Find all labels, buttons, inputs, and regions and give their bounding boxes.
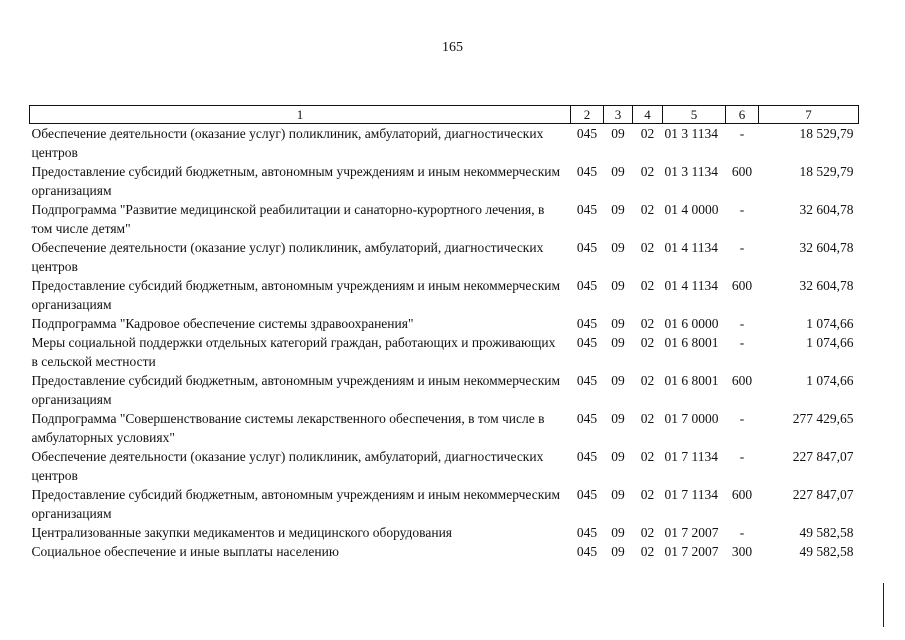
row-ministry-code: 045: [576, 544, 598, 559]
row-ministry-code: 045: [576, 202, 598, 217]
row-amount: 32 604,78: [799, 202, 854, 217]
row-ministry-code: 045: [576, 525, 598, 540]
row-expense-type: 600: [731, 487, 753, 502]
row-section-code: 09: [611, 164, 625, 179]
table-row: [30, 200, 859, 238]
table-row: [30, 409, 859, 447]
row-expense-type: 600: [731, 164, 753, 179]
table-row: [30, 162, 859, 200]
row-target-code: 01 6 8001: [664, 335, 719, 350]
row-expense-type: -: [739, 335, 745, 350]
row-section-code: 09: [611, 278, 625, 293]
table-row: [30, 371, 859, 409]
row-name: Подпрограмма "Кадровое обеспечение системы здравоохранения": [31, 316, 414, 331]
row-expense-type: -: [739, 316, 745, 331]
column-header-name: 1: [30, 106, 571, 124]
row-section-code: 09: [611, 335, 625, 350]
row-subsection-code: 02: [640, 240, 655, 255]
row-expense-type: 600: [731, 278, 753, 293]
row-subsection-code: 02: [640, 544, 655, 559]
row-ministry-code: 045: [576, 126, 598, 141]
row-target-code: 01 3 1134: [664, 164, 718, 179]
table-row: [30, 276, 859, 314]
row-amount: 1 074,66: [806, 373, 854, 388]
row-name: Подпрограмма "Развитие медицинской реабилитации и санаторно-курортного лечения, в том числе детям": [31, 202, 545, 236]
row-section-code: 09: [611, 525, 625, 540]
row-section-code: 09: [611, 240, 625, 255]
column-header-section: 3: [604, 106, 633, 124]
row-target-code: 01 7 2007: [664, 525, 719, 540]
row-name: Предоставление субсидий бюджетным, автономным учреждениям и иным некоммерческим организациям: [31, 164, 561, 198]
row-name: Обеспечение деятельности (оказание услуг) поликлиник, амбулаторий, диагностических центров: [31, 126, 544, 160]
table-row: [30, 485, 859, 523]
column-header-ministry: 2: [571, 106, 604, 124]
row-section-code: 09: [611, 202, 625, 217]
margin-line: [883, 583, 884, 627]
row-ministry-code: 045: [576, 316, 598, 331]
row-amount: 1 074,66: [806, 335, 854, 350]
table-header-row: [30, 106, 859, 124]
row-target-code: 01 6 8001: [664, 373, 719, 388]
table-row: [30, 314, 859, 333]
row-name: Подпрограмма "Совершенствование системы лекарственного обеспечения, в том числе в амбулаторных условиях": [31, 411, 545, 445]
row-subsection-code: 02: [640, 164, 655, 179]
row-target-code: 01 7 1134: [664, 449, 718, 464]
row-amount: 227 847,07: [792, 449, 854, 464]
table-row: [30, 542, 859, 561]
table-row: [30, 447, 859, 485]
row-name: Социальное обеспечение и иные выплаты населению: [31, 544, 339, 559]
row-section-code: 09: [611, 544, 625, 559]
row-ministry-code: 045: [576, 335, 598, 350]
row-subsection-code: 02: [640, 449, 655, 464]
row-section-code: 09: [611, 487, 625, 502]
row-subsection-code: 02: [640, 126, 655, 141]
row-amount: 32 604,78: [799, 240, 854, 255]
row-amount: 277 429,65: [792, 411, 854, 426]
row-section-code: 09: [611, 449, 625, 464]
row-name: Предоставление субсидий бюджетным, автономным учреждениям и иным некоммерческим организациям: [31, 373, 561, 407]
row-ministry-code: 045: [576, 278, 598, 293]
row-target-code: 01 3 1134: [664, 126, 718, 141]
row-subsection-code: 02: [640, 373, 655, 388]
budget-table: [29, 105, 859, 561]
table-row: [30, 333, 859, 371]
row-target-code: 01 4 0000: [664, 202, 719, 217]
row-subsection-code: 02: [640, 278, 655, 293]
row-expense-type: -: [739, 126, 745, 141]
row-subsection-code: 02: [640, 487, 655, 502]
row-expense-type: -: [739, 411, 745, 426]
row-subsection-code: 02: [640, 411, 655, 426]
row-section-code: 09: [611, 126, 625, 141]
table-row: [30, 523, 859, 542]
table-row: [30, 124, 859, 163]
row-subsection-code: 02: [640, 335, 655, 350]
row-amount: 18 529,79: [799, 164, 854, 179]
row-target-code: 01 4 1134: [664, 278, 718, 293]
row-target-code: 01 7 1134: [664, 487, 718, 502]
column-header-type: 6: [726, 106, 759, 124]
row-section-code: 09: [611, 411, 625, 426]
row-expense-type: 600: [731, 373, 753, 388]
row-ministry-code: 045: [576, 411, 598, 426]
row-name: Меры социальной поддержки отдельных категорий граждан, работающих и проживающих в сельской местности: [31, 335, 556, 369]
row-expense-type: 300: [731, 544, 753, 559]
row-subsection-code: 02: [640, 202, 655, 217]
table-row: [30, 238, 859, 276]
column-header-subsection: 4: [633, 106, 663, 124]
row-ministry-code: 045: [576, 240, 598, 255]
row-subsection-code: 02: [640, 525, 655, 540]
row-expense-type: -: [739, 202, 745, 217]
row-amount: 1 074,66: [806, 316, 854, 331]
row-target-code: 01 7 0000: [664, 411, 719, 426]
row-expense-type: -: [739, 525, 745, 540]
row-ministry-code: 045: [576, 164, 598, 179]
row-target-code: 01 7 2007: [664, 544, 719, 559]
row-name: Обеспечение деятельности (оказание услуг) поликлиник, амбулаторий, диагностических центров: [31, 449, 544, 483]
row-amount: 32 604,78: [799, 278, 854, 293]
column-header-amount: 7: [759, 106, 859, 124]
row-name: Предоставление субсидий бюджетным, автономным учреждениям и иным некоммерческим организациям: [31, 487, 561, 521]
row-expense-type: -: [739, 449, 745, 464]
row-amount: 49 582,58: [799, 544, 854, 559]
row-name: Обеспечение деятельности (оказание услуг) поликлиник, амбулаторий, диагностических центров: [31, 240, 544, 274]
row-ministry-code: 045: [576, 487, 598, 502]
page-number: 165: [442, 40, 463, 55]
row-target-code: 01 4 1134: [664, 240, 718, 255]
row-ministry-code: 045: [576, 449, 598, 464]
row-amount: 227 847,07: [792, 487, 854, 502]
row-amount: 49 582,58: [799, 525, 854, 540]
row-section-code: 09: [611, 373, 625, 388]
row-ministry-code: 045: [576, 373, 598, 388]
row-name: Централизованные закупки медикаментов и медицинского оборудования: [31, 525, 453, 540]
row-target-code: 01 6 0000: [664, 316, 719, 331]
row-expense-type: -: [739, 240, 745, 255]
row-name: Предоставление субсидий бюджетным, автономным учреждениям и иным некоммерческим организациям: [31, 278, 561, 312]
row-subsection-code: 02: [640, 316, 655, 331]
row-amount: 18 529,79: [799, 126, 854, 141]
table-body: [30, 124, 859, 562]
column-header-target: 5: [663, 106, 726, 124]
row-section-code: 09: [611, 316, 625, 331]
